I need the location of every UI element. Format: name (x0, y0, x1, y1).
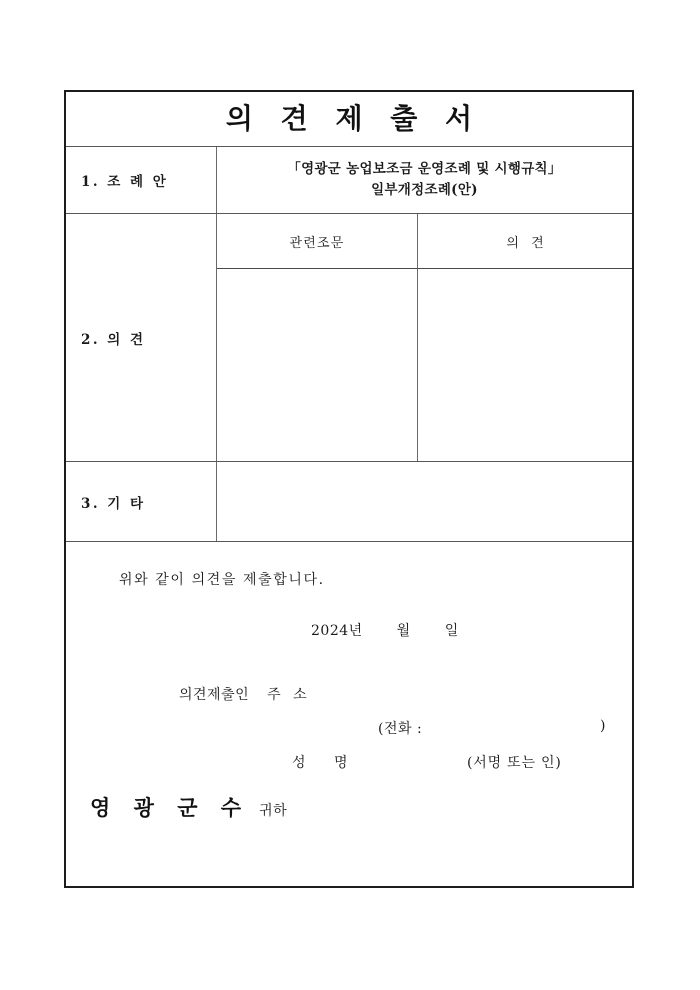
related-article-header-label: 관련조문 (289, 235, 345, 251)
opinion-header-label: 의 견 (506, 235, 548, 251)
opinion-column-header-row (217, 214, 632, 269)
page-title: 의 견 제 출 서 (225, 102, 482, 135)
ordinance-title-text (277, 159, 571, 201)
opinion-submission-form (64, 90, 634, 888)
etc-input-cell[interactable] (217, 462, 632, 541)
date-line (311, 620, 459, 640)
date-month: 월 (396, 623, 411, 639)
submitter-phone-close-paren: ) (600, 718, 606, 734)
submitter-phone-label: (전화 : (378, 721, 423, 737)
opinion-header-cell (418, 214, 632, 268)
declaration-statement: 위와 같이 의견을 제출합니다. (119, 572, 325, 588)
submitter-block (179, 684, 639, 782)
date-year: 2024년 (311, 623, 363, 639)
submitter-role-label: 의견제출인 (179, 687, 250, 703)
etc-row (66, 462, 632, 542)
submitter-name-row (179, 752, 639, 782)
submitter-phone-row (179, 718, 639, 752)
ordinance-value-cell (217, 147, 632, 213)
opinion-row (66, 214, 632, 462)
submitter-name-label: 성 명 (292, 755, 360, 771)
opinion-input-row (217, 269, 632, 461)
submitter-address-row (179, 684, 639, 718)
form-title-row (66, 92, 632, 147)
ordinance-row (66, 147, 632, 214)
recipient-suffix: 귀하 (259, 803, 288, 819)
recipient-name: 영 광 군 수 (90, 796, 250, 820)
ordinance-label: 1. 조 례 안 (66, 147, 217, 213)
opinion-label: 2. 의 견 (66, 214, 217, 461)
declaration-block (66, 542, 632, 886)
opinion-input-cell[interactable] (418, 269, 632, 461)
signature-note: (서명 또는 인) (467, 755, 562, 771)
recipient-row (82, 792, 287, 822)
submitter-address-label: 주 소 (267, 687, 311, 703)
related-article-header-cell (217, 214, 418, 268)
ordinance-title-line-2: 일부개정조례(안) (371, 182, 478, 198)
date-day: 일 (444, 623, 459, 639)
opinion-body (217, 214, 632, 461)
related-article-input-cell[interactable] (217, 269, 418, 461)
etc-label: 3. 기 타 (66, 462, 217, 541)
ordinance-title-line-1: 「영광군 농업보조금 운영조례 및 시행규칙」 (287, 161, 562, 178)
